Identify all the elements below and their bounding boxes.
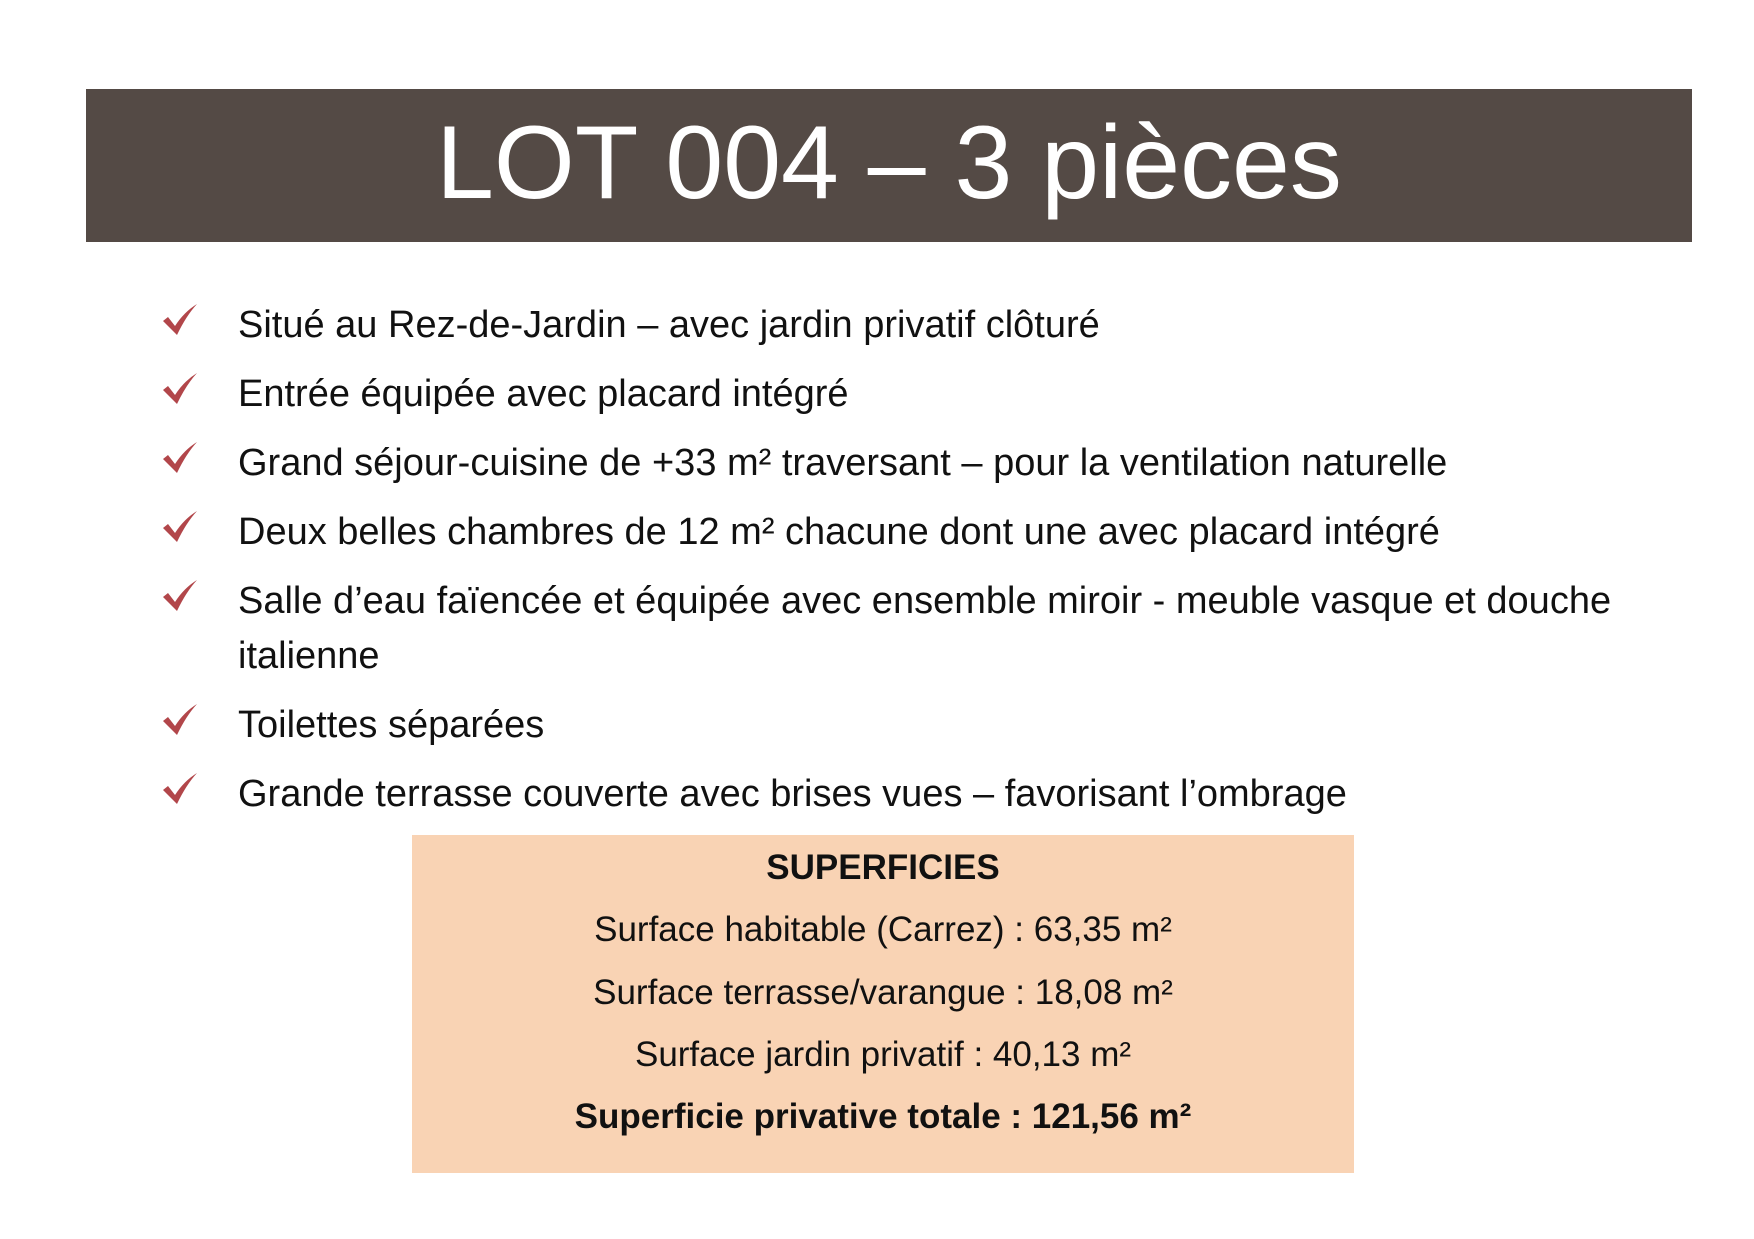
list-item <box>160 767 1640 822</box>
checkmark-icon <box>160 700 200 740</box>
checkmark-icon <box>160 769 200 809</box>
checkmark-icon <box>160 300 200 340</box>
surface-summary-box <box>412 835 1354 1173</box>
checkmark-icon <box>160 438 200 478</box>
title-banner <box>86 89 1692 242</box>
list-item <box>160 436 1640 491</box>
list-item-label: Salle d’eau faïencée et équipée avec ensemble miroir - meuble vasque et douche italienne <box>238 580 1612 677</box>
list-item-label: Situé au Rez-de-Jardin – avec jardin privatif clôturé <box>238 304 1100 346</box>
summary-heading: SUPERFICIES <box>766 848 1000 887</box>
checkmark-icon <box>160 576 200 616</box>
list-item-label: Grande terrasse couverte avec brises vues – favorisant l’ombrage <box>238 773 1347 815</box>
total-surface: Superficie privative totale : 121,56 m² <box>574 1097 1192 1136</box>
list-item <box>160 298 1640 353</box>
list-item-label: Deux belles chambres de 12 m² chacune dont une avec placard intégré <box>238 511 1440 553</box>
list-item-label: Grand séjour-cuisine de +33 m² traversant – pour la ventilation naturelle <box>238 442 1448 484</box>
list-item <box>160 367 1640 422</box>
garden-surface: Surface jardin privatif : 40,13 m² <box>634 1035 1132 1074</box>
list-item <box>160 574 1640 684</box>
habitable-surface: Surface habitable (Carrez) : 63,35 m² <box>594 910 1172 949</box>
list-item-label: Toilettes séparées <box>238 704 545 746</box>
checkmark-icon <box>160 507 200 547</box>
list-item <box>160 698 1640 753</box>
feature-list <box>160 298 1640 836</box>
page-title: LOT 004 – 3 pièces <box>436 104 1342 221</box>
list-item <box>160 505 1640 560</box>
terrace-surface: Surface terrasse/varangue : 18,08 m² <box>593 973 1173 1012</box>
checkmark-icon <box>160 369 200 409</box>
list-item-label: Entrée équipée avec placard intégré <box>238 373 849 415</box>
